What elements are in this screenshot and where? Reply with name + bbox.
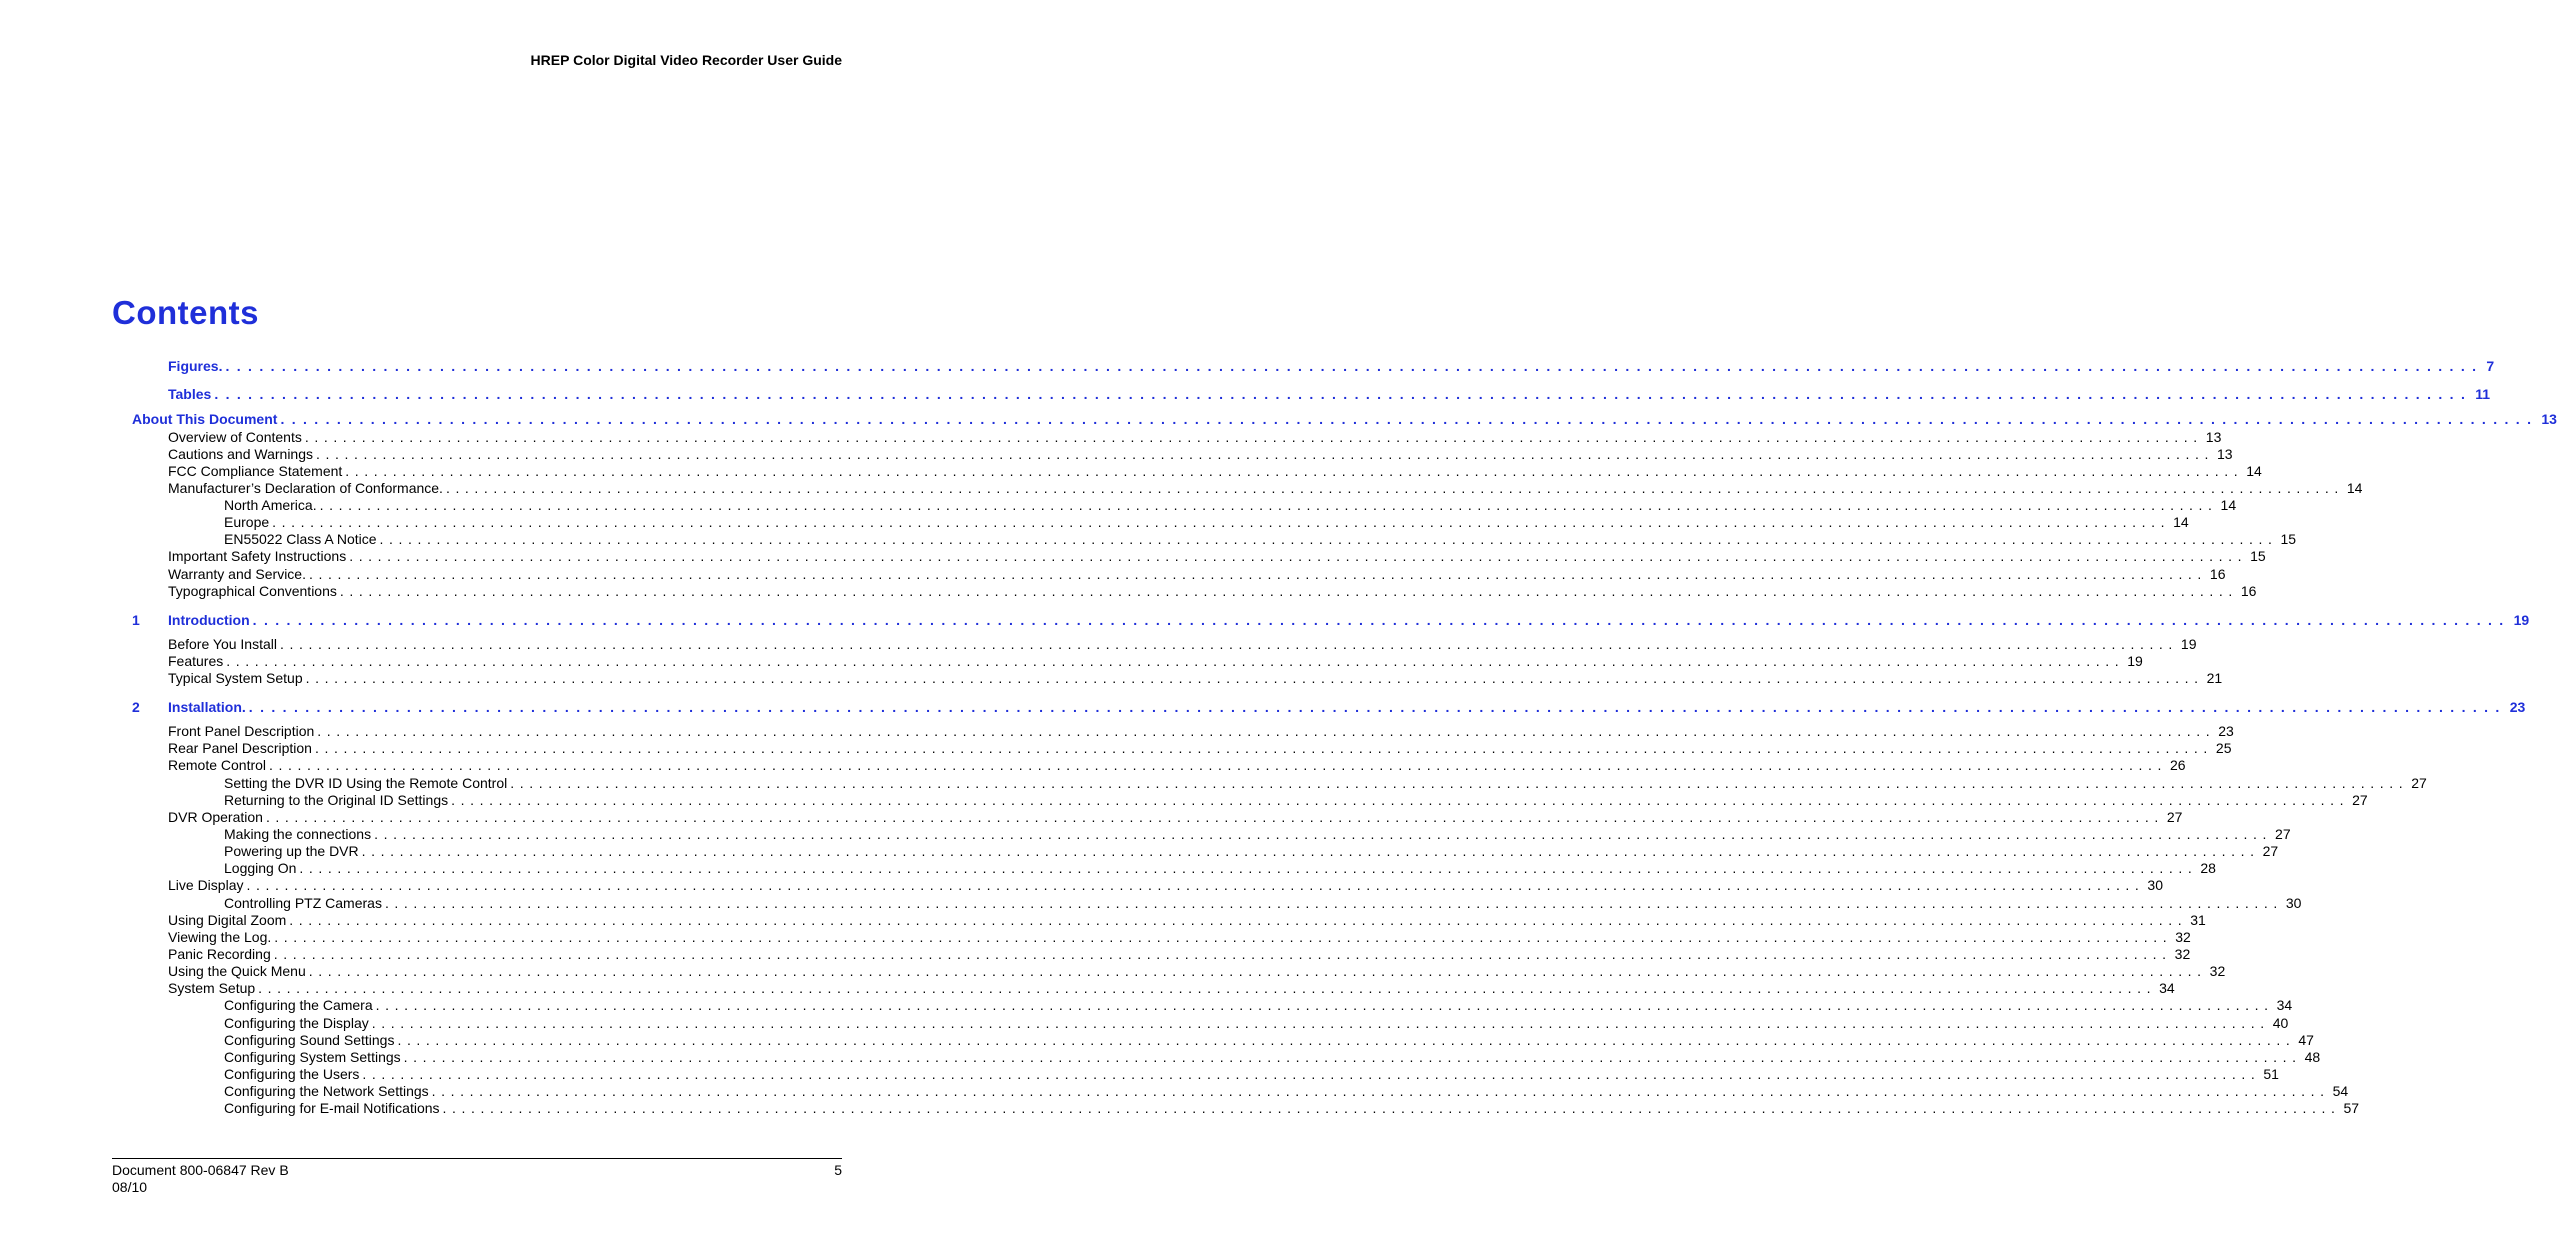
toc-entry[interactable]: Rear Panel Description ........................................................................................................................................................................................................ 25 (168, 740, 2232, 756)
leader-dots: ........................................................................................................................................................................................................ (403, 1049, 2302, 1065)
leader-dots: ........................................................................................................................................................................................................ (214, 386, 2473, 402)
footer-document-info (112, 1162, 289, 1196)
page-number: 5 (834, 1162, 842, 1178)
toc-entry[interactable]: Warranty and Service. ........................................................................................................................................................................................................ 16 (168, 566, 2226, 582)
toc-entry[interactable]: Features ........................................................................................................................................................................................................ 19 (168, 653, 2143, 669)
leader-dots: ........................................................................................................................................................................................................ (319, 497, 2218, 513)
chapter-number: 1 (132, 612, 140, 628)
toc-entry-tables[interactable]: Tables ........................................................................................................................................................................................................ 11 (168, 386, 2491, 402)
toc-entry[interactable]: Powering up the DVR ........................................................................................................................................................................................................ 27 (224, 843, 2279, 859)
toc-entry[interactable]: Viewing the Log. ........................................................................................................................................................................................................ 32 (168, 929, 2191, 945)
toc-entry[interactable]: Panic Recording ........................................................................................................................................................................................................ 32 (168, 946, 2191, 962)
leader-dots: ........................................................................................................................................................................................................ (349, 548, 2248, 564)
leader-dots: ........................................................................................................................................................................................................ (451, 792, 2350, 808)
chapter-number: 2 (132, 699, 140, 715)
leader-dots: ........................................................................................................................................................................................................ (374, 826, 2273, 842)
leader-dots: ........................................................................................................................................................................................................ (279, 636, 2178, 652)
toc-entry[interactable]: Making the connections ........................................................................................................................................................................................................ 27 (224, 826, 2291, 842)
toc-entry[interactable]: Configuring the Network Settings ........................................................................................................................................................................................................ 54 (224, 1083, 2349, 1099)
toc-entry[interactable]: Logging On ........................................................................................................................................................................................................ 28 (224, 860, 2216, 876)
toc-entry[interactable]: Important Safety Instructions ........................................................................................................................................................................................................ 15 (168, 548, 2266, 564)
page-title: Contents (112, 294, 259, 331)
toc-entry-figures[interactable]: Figures. ........................................................................................................................................................................................................ 7 (168, 358, 2495, 374)
leader-dots: ........................................................................................................................................................................................................ (384, 895, 2283, 911)
leader-dots: ........................................................................................................................................................................................................ (252, 612, 2511, 628)
leader-dots: ........................................................................................................................................................................................................ (225, 358, 2484, 374)
leader-dots: ........................................................................................................................................................................................................ (379, 531, 2278, 547)
leader-dots: ........................................................................................................................................................................................................ (445, 480, 2344, 496)
toc-entry[interactable]: Remote Control ........................................................................................................................................................................................................ 26 (168, 757, 2186, 773)
leader-dots: ........................................................................................................................................................................................................ (339, 583, 2238, 599)
leader-dots: ........................................................................................................................................................................................................ (274, 929, 2173, 945)
footer-rule (112, 1158, 842, 1159)
toc-entry[interactable]: Returning to the Original ID Settings ........................................................................................................................................................................................................ 27 (224, 792, 2368, 808)
leader-dots: ........................................................................................................................................................................................................ (361, 843, 2260, 859)
leader-dots: ........................................................................................................................................................................................................ (305, 670, 2204, 686)
toc-entry[interactable]: Configuring the Camera ........................................................................................................................................................................................................ 34 (224, 997, 2293, 1013)
leader-dots: ........................................................................................................................................................................................................ (510, 775, 2409, 791)
leader-dots: ........................................................................................................................................................................................................ (280, 411, 2539, 427)
toc-entry[interactable]: Setting the DVR ID Using the Remote Control ........................................................................................................................................................................................................ 27 (224, 775, 2427, 791)
toc-entry[interactable]: Live Display ........................................................................................................................................................................................................ 30 (168, 877, 2163, 893)
toc-entry[interactable]: Configuring the Users ........................................................................................................................................................................................................ 51 (224, 1066, 2279, 1082)
document-number: Document 800-06847 Rev B (112, 1162, 289, 1178)
toc-entry[interactable]: Controlling PTZ Cameras ........................................................................................................................................................................................................ 30 (224, 895, 2302, 911)
leader-dots: ........................................................................................................................................................................................................ (308, 963, 2207, 979)
toc-entry-about[interactable]: About This Document ........................................................................................................................................................................................................ 13 (132, 411, 2557, 427)
toc-entry[interactable]: System Setup ........................................................................................................................................................................................................ 34 (168, 980, 2175, 996)
running-header: HREP Color Digital Video Recorder User Guide (530, 52, 842, 68)
toc-entry-chapter-introduction[interactable]: Introduction ........................................................................................................................................................................................................ 19 (168, 612, 2530, 628)
toc-entry[interactable]: Manufacturer’s Declaration of Conformance. ........................................................................................................................................................................................................ 14 (168, 480, 2363, 496)
toc-entry[interactable]: Using the Quick Menu ........................................................................................................................................................................................................ 32 (168, 963, 2226, 979)
leader-dots: ........................................................................................................................................................................................................ (272, 514, 2171, 530)
leader-dots: ........................................................................................................................................................................................................ (314, 740, 2213, 756)
leader-dots: ........................................................................................................................................................................................................ (304, 429, 2203, 445)
toc-entry[interactable]: Before You Install ........................................................................................................................................................................................................ 19 (168, 636, 2197, 652)
toc-entry[interactable]: North America. ........................................................................................................................................................................................................ 14 (224, 497, 2237, 513)
toc-entry[interactable]: Using Digital Zoom ........................................................................................................................................................................................................ 31 (168, 912, 2206, 928)
toc-entry[interactable]: Front Panel Description ........................................................................................................................................................................................................ 23 (168, 723, 2234, 739)
toc-entry[interactable]: Europe ........................................................................................................................................................................................................ 14 (224, 514, 2189, 530)
leader-dots: ........................................................................................................................................................................................................ (308, 566, 2207, 582)
leader-dots: ........................................................................................................................................................................................................ (317, 723, 2216, 739)
leader-dots: ........................................................................................................................................................................................................ (316, 446, 2214, 462)
toc-entry[interactable]: Configuring the Display ........................................................................................................................................................................................................ 40 (224, 1015, 2289, 1031)
leader-dots: ........................................................................................................................................................................................................ (289, 912, 2188, 928)
leader-dots: ........................................................................................................................................................................................................ (345, 463, 2244, 479)
toc-entry[interactable]: Overview of Contents ........................................................................................................................................................................................................ 13 (168, 429, 2222, 445)
toc-entry[interactable]: Typical System Setup ........................................................................................................................................................................................................ 21 (168, 670, 2223, 686)
leader-dots: ........................................................................................................................................................................................................ (248, 699, 2507, 715)
leader-dots: ........................................................................................................................................................................................................ (375, 997, 2274, 1013)
toc-entry[interactable]: EN55022 Class A Notice ........................................................................................................................................................................................................ 15 (224, 531, 2297, 547)
leader-dots: ........................................................................................................................................................................................................ (246, 877, 2145, 893)
toc-entry-chapter-installation[interactable]: Installation. ........................................................................................................................................................................................................ 23 (168, 699, 2526, 715)
toc-entry[interactable]: DVR Operation ........................................................................................................................................................................................................ 27 (168, 809, 2183, 825)
toc-entry[interactable]: Cautions and Warnings ........................................................................................................................................................................................................ 13 (168, 446, 2233, 462)
leader-dots: ........................................................................................................................................................................................................ (442, 1100, 2341, 1116)
leader-dots: ........................................................................................................................................................................................................ (273, 946, 2172, 962)
leader-dots: ........................................................................................................................................................................................................ (362, 1066, 2261, 1082)
leader-dots: ........................................................................................................................................................................................................ (371, 1015, 2270, 1031)
toc-entry[interactable]: FCC Compliance Statement ........................................................................................................................................................................................................ 14 (168, 463, 2262, 479)
toc-entry[interactable]: Typographical Conventions ........................................................................................................................................................................................................ 16 (168, 583, 2257, 599)
toc-entry[interactable]: Configuring System Settings ........................................................................................................................................................................................................ 48 (224, 1049, 2321, 1065)
leader-dots: ........................................................................................................................................................................................................ (226, 653, 2125, 669)
leader-dots: ........................................................................................................................................................................................................ (269, 757, 2167, 773)
leader-dots: ........................................................................................................................................................................................................ (431, 1083, 2330, 1099)
leader-dots: ........................................................................................................................................................................................................ (299, 860, 2198, 876)
document-date: 08/10 (112, 1179, 148, 1195)
toc-entry[interactable]: Configuring for E-mail Notifications ........................................................................................................................................................................................................ 57 (224, 1100, 2360, 1116)
leader-dots: ........................................................................................................................................................................................................ (397, 1032, 2296, 1048)
leader-dots: ........................................................................................................................................................................................................ (258, 980, 2157, 996)
leader-dots: ........................................................................................................................................................................................................ (265, 809, 2164, 825)
toc-entry[interactable]: Configuring Sound Settings ........................................................................................................................................................................................................ 47 (224, 1032, 2314, 1048)
